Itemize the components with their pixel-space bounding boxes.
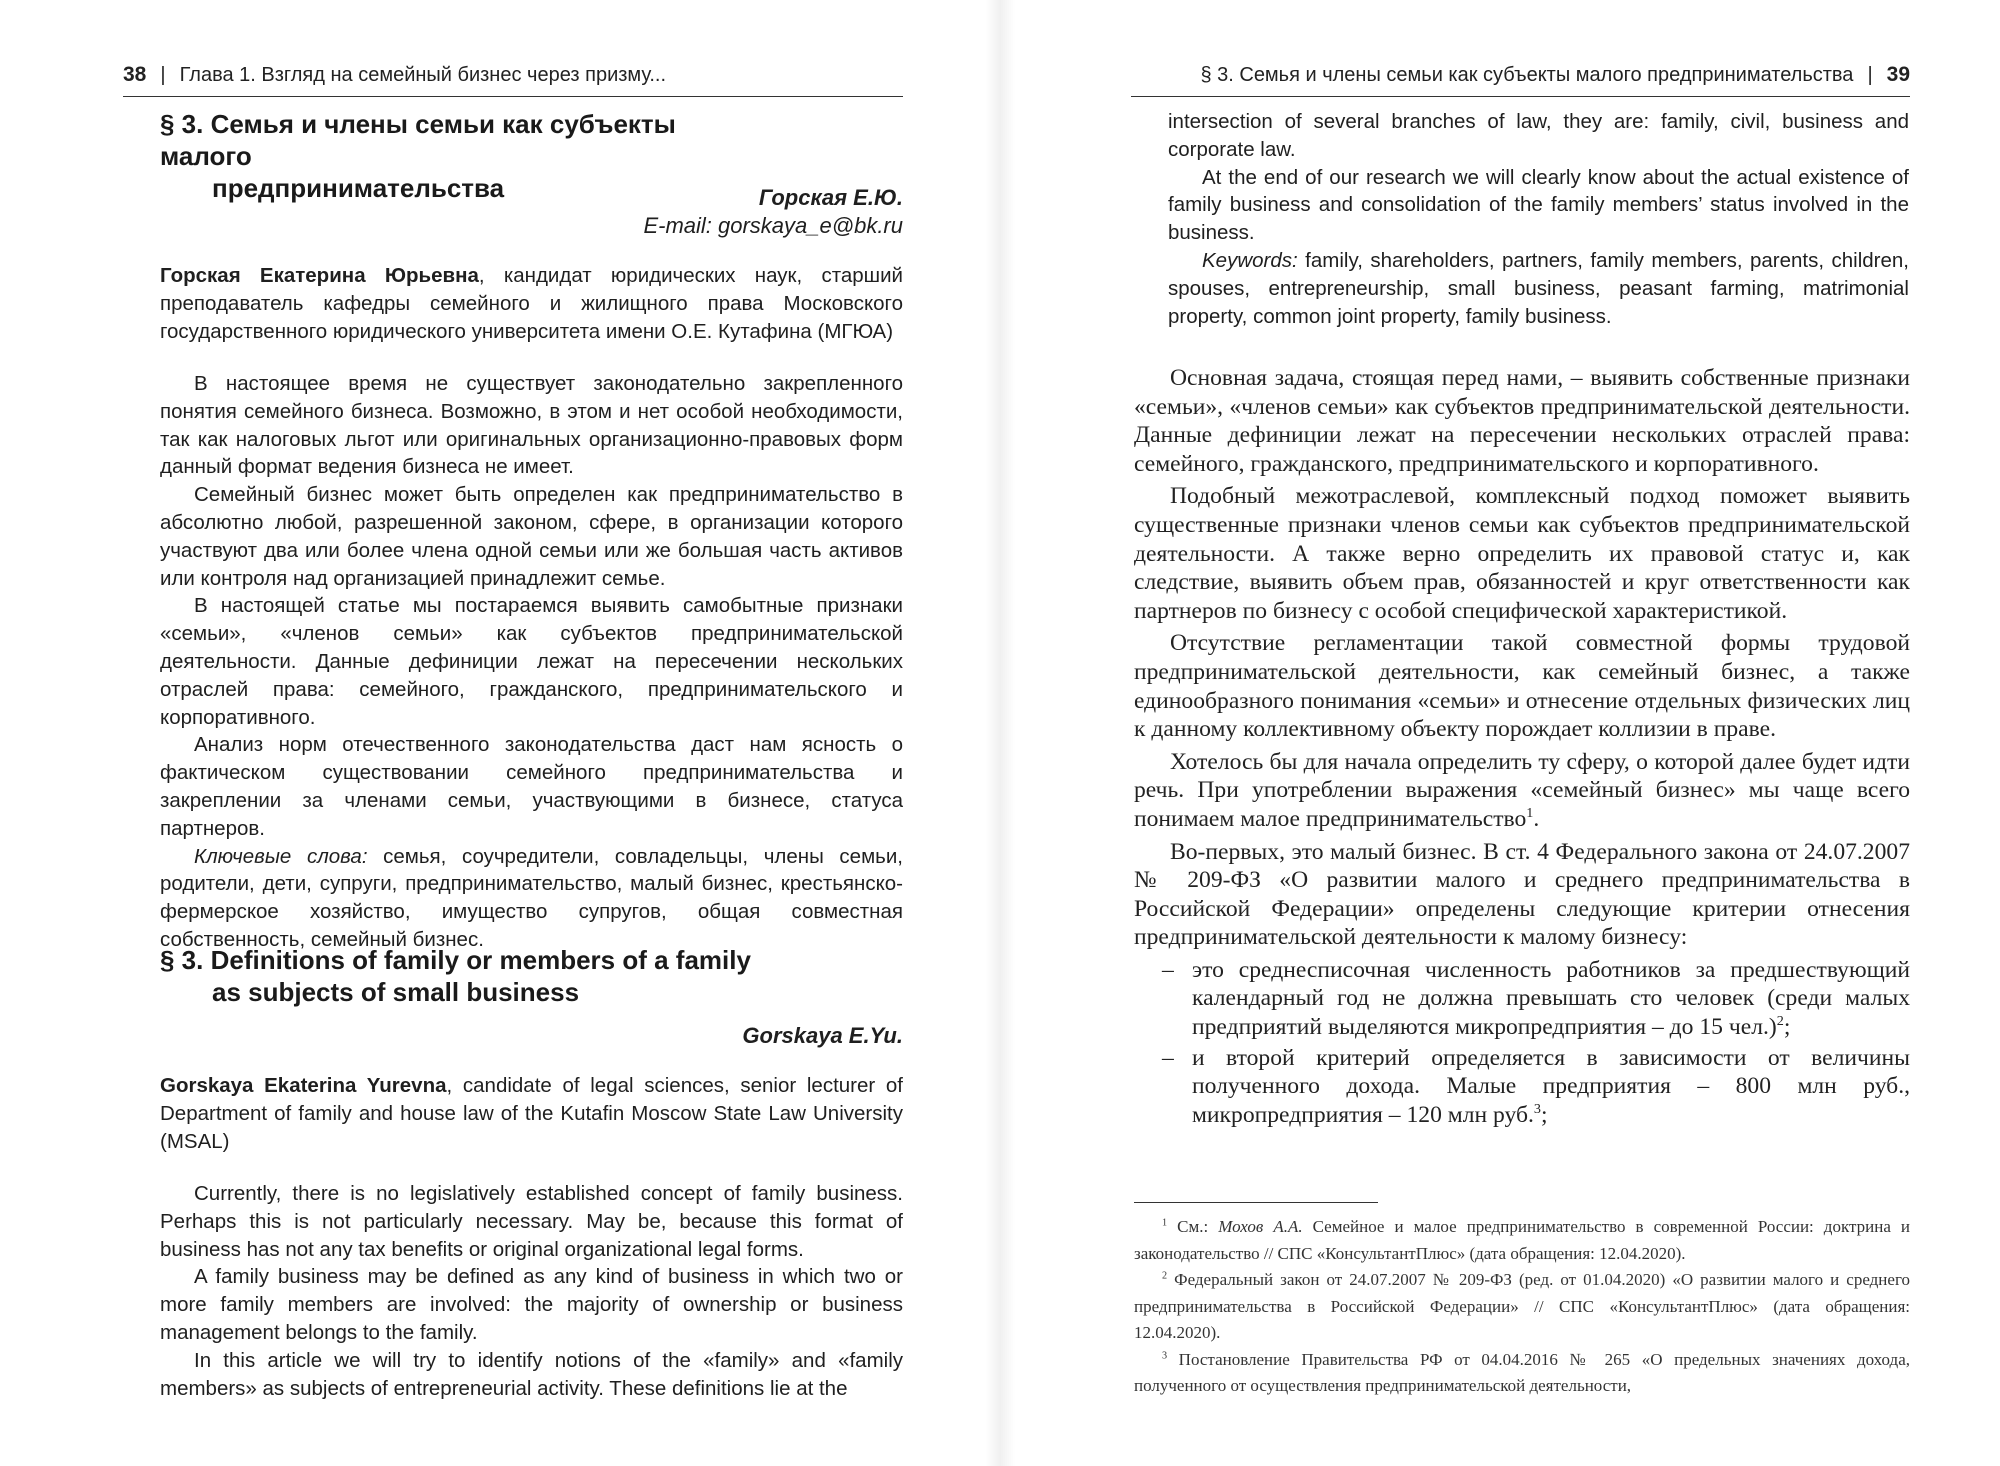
en-author-name: Gorskaya E.Yu. xyxy=(742,1023,903,1048)
list-item-text: это среднесписочная численность работников за предшествующий календарный год не должна превышать сто человек (среди малых предприятий выделяются микропредприятия – до 15 чел.) xyxy=(1192,956,1910,1041)
footnote-ref-1[interactable]: 1 xyxy=(1526,805,1534,822)
en-abstract xyxy=(160,1180,903,1402)
en-keywords-label: Keywords: xyxy=(1202,248,1298,272)
en-keywords xyxy=(1168,247,1909,330)
en-bio-text: , candidate of legal sciences, senior lecturer of Department of family and house law of the Kutafin Moscow State Law University (MSAL) xyxy=(160,1074,904,1153)
footnote-2 xyxy=(1134,1267,1910,1347)
en-abstract-paragraph: At the end of our research we will clearly know about the actual existence of family business and consolidation of the family members’ status involved in the business. xyxy=(1168,165,1909,245)
footnote-1 xyxy=(1134,1214,1910,1267)
ru-bio-text: , кандидат юридических наук, старший преподаватель кафедры семейного и жилищного права Московского государственного юридического университета имени О.Е. Кутафина (МГЮА) xyxy=(160,264,903,343)
ru-bio-name: Горская Екатерина Юрьевна xyxy=(160,264,479,287)
ru-abstract-paragraph: Анализ норм отечественного законодательства даст нам ясность о фактическом существовании семейного предпринимательства и закреплении за членами семьи, участвующими в бизнесе, статуса партнеров. xyxy=(160,733,903,840)
right-running-head xyxy=(1131,60,1910,97)
ru-author-name: Горская Е.Ю. xyxy=(758,185,903,210)
main-paragraph: Подобный межотраслевой, комплексный подход поможет выявить существенные признаки членов семьи как субъектов предпринимательской деятельности. А также верно определить их правовой статус и, как следствие, выявить объем прав, обязанностей и круг ответственности как партнеров по бизнесу с особой специфической характеристикой. xyxy=(1134,483,1910,624)
footnote-text: Федеральный закон от 24.07.2007 № 209-ФЗ (ред. от 01.04.2020) «О развитии малого и среднего предпринимательства в Российской Федерации» // СПС «КонсультантПлюс» (дата обращения: 12.04.2020). xyxy=(1134,1270,1910,1342)
en-author-bio xyxy=(160,1072,903,1155)
list-item xyxy=(1134,956,1910,1042)
main-text xyxy=(1134,364,1910,1131)
footnote-3 xyxy=(1134,1347,1910,1400)
footnote-ref-2[interactable]: 2 xyxy=(1776,1013,1784,1030)
running-head-separator: | xyxy=(160,64,166,86)
list-dash: – xyxy=(1162,956,1174,983)
footnote-ref-3[interactable]: 3 xyxy=(1533,1100,1541,1117)
list-item-text: и второй критерий определяется в зависимости от величины полученного дохода. Малые предприятия – 800 млн руб., микропредприятия – 120 млн руб. xyxy=(1192,1044,1910,1128)
footnote-mark: 1 xyxy=(1162,1217,1168,1229)
ru-abstract-paragraph: В настоящей статье мы постараемся выявить самобытные признаки «семьи», «членов семьи» как субъектов предпринимательской деятельности. Данные дефиниции лежат на пересечении нескольких отраслей права: семейного, гражданского, предпринимательского и корпоративного. xyxy=(160,594,903,729)
right-page xyxy=(1000,0,2000,1466)
ru-heading-line2: предпринимательства xyxy=(212,173,505,203)
ru-abstract xyxy=(160,370,903,954)
ru-abstract-paragraph: В настоящее время не существует законодательно закрепленного понятия семейного бизнеса. Возможно, в этом и нет особой необходимости, так как налоговых льгот или оригинальных организационно-правовых форм данный формат ведения бизнеса не имеет. xyxy=(160,372,903,479)
section-title: § 3. Семья и члены семьи как субъекты малого предпринимательства xyxy=(1200,64,1854,86)
list-dash: – xyxy=(1162,1044,1174,1071)
main-paragraph xyxy=(1134,748,1910,834)
ru-keywords-label: Ключевые слова: xyxy=(194,844,368,868)
en-abstract-continuation: intersection of several branches of law, they are: family, civil, business and corporate law. xyxy=(1168,110,1909,161)
en-abstract-paragraph: Currently, there is no legislatively established concept of family business. Perhaps this is not particularly necessary. May be, because this format of business has not any tax benefits or original organizational legal forms. xyxy=(160,1182,903,1261)
running-head-separator: | xyxy=(1867,64,1873,86)
punctuation: . xyxy=(1533,805,1540,832)
left-page-number: 38 xyxy=(123,63,147,86)
en-bio-name: Gorskaya Ekaterina Yurevna xyxy=(160,1074,447,1097)
en-abstract-continued xyxy=(1168,108,1909,330)
en-abstract-paragraph: In this article we will try to identify notions of the «family» and «family members» as subjects of entrepreneurial activity. These definitions lie at the xyxy=(160,1348,903,1400)
left-running-head xyxy=(123,60,903,97)
footnote-divider xyxy=(1134,1202,1378,1203)
punctuation: ; xyxy=(1783,1014,1791,1041)
footnote-prefix: См.: xyxy=(1167,1217,1219,1236)
footnote-author: Мохов А.А. xyxy=(1218,1217,1303,1236)
main-paragraph-text: Хотелось бы для начала определить ту сферу, о которой далее будет идти речь. При употреблении выражения «семейный бизнес» мы чаще всего понимаем малое предпринимательство xyxy=(1134,748,1910,832)
ru-keywords-text: семья, соучредители, совладельцы, члены семьи, родители, дети, супруги, предпринимательство, малый бизнес, крестьянско-фермерское хозяйство, имущество супругов, общая совместная собственность, семейный бизнес. xyxy=(160,844,903,951)
ru-author-block xyxy=(643,184,903,240)
list-item xyxy=(1134,1044,1910,1130)
punctuation: ; xyxy=(1540,1101,1548,1128)
footnote-mark: 3 xyxy=(1162,1349,1168,1361)
chapter-title: Глава 1. Взгляд на семейный бизнес через призму... xyxy=(179,64,667,86)
footnote-text: Семейное и малое предпринимательство в современной России: доктрина и законодательство // СПС «КонсультантПлюс» (дата обращения: 12.04.2020). xyxy=(1134,1217,1910,1263)
ru-abstract-paragraph: Семейный бизнес может быть определен как предпринимательство в абсолютно любой, разрешенной законом, сфере, в организации которого участвуют два или более члена одной семьи или же большая часть активов или контроля над организацией принадлежит семье. xyxy=(160,483,903,590)
main-paragraph: Основная задача, стоящая перед нами, – выявить собственные признаки «семьи», «членов семьи» как субъектов предпринимательской деятельности. Данные дефиниции лежат на пересечении нескольких отраслей права: семейного, гражданского, предпринимательского и корпоративного. xyxy=(1134,365,1910,477)
en-section-heading xyxy=(160,944,760,1008)
en-keywords-text: family, shareholders, partners, family members, parents, children, spouses, entrepreneurship, small business, peasant farming, matrimonial property, common joint property, family business. xyxy=(1168,248,1909,328)
main-paragraph: Во-первых, это малый бизнес. В ст. 4 Федерального закона от 24.07.2007 № 209-ФЗ «О развитии малого и среднего предпринимательства в Российской Федерации» определены следующие критерии отнесения предпринимательской деятельности к малому бизнесу: xyxy=(1134,838,1910,951)
ru-author-email: E-mail: gorskaya_e@bk.ru xyxy=(643,213,903,238)
en-author-block xyxy=(742,1022,903,1050)
en-heading-line2: as subjects of small business xyxy=(212,977,580,1007)
ru-keywords xyxy=(160,843,903,954)
right-page-number: 39 xyxy=(1886,63,1910,86)
en-heading-line1: § 3. Definitions of family or members of a family xyxy=(160,945,751,975)
ru-author-bio xyxy=(160,262,903,345)
footnote-mark: 2 xyxy=(1162,1270,1168,1282)
footnotes xyxy=(1134,1214,1910,1400)
footnote-text: Постановление Правительства РФ от 04.04.2016 № 265 «О предельных значениях дохода, полученного от осуществления предпринимательской деятельности, xyxy=(1134,1349,1910,1395)
ru-heading-line1: § 3. Семья и члены семьи как субъекты малого xyxy=(160,109,676,171)
main-paragraph: Отсутствие регламентации такой совместной формы трудовой предпринимательской деятельности, как семейный бизнес, а также единообразного понимания «семьи» и отнесение отдельных физических лиц к данному коллективному объекту порождает коллизии в праве. xyxy=(1134,630,1910,743)
criteria-list xyxy=(1134,956,1910,1130)
en-abstract-paragraph: A family business may be defined as any kind of business in which two or more family members are involved: the majority of ownership or business management belongs to the family. xyxy=(160,1265,903,1344)
